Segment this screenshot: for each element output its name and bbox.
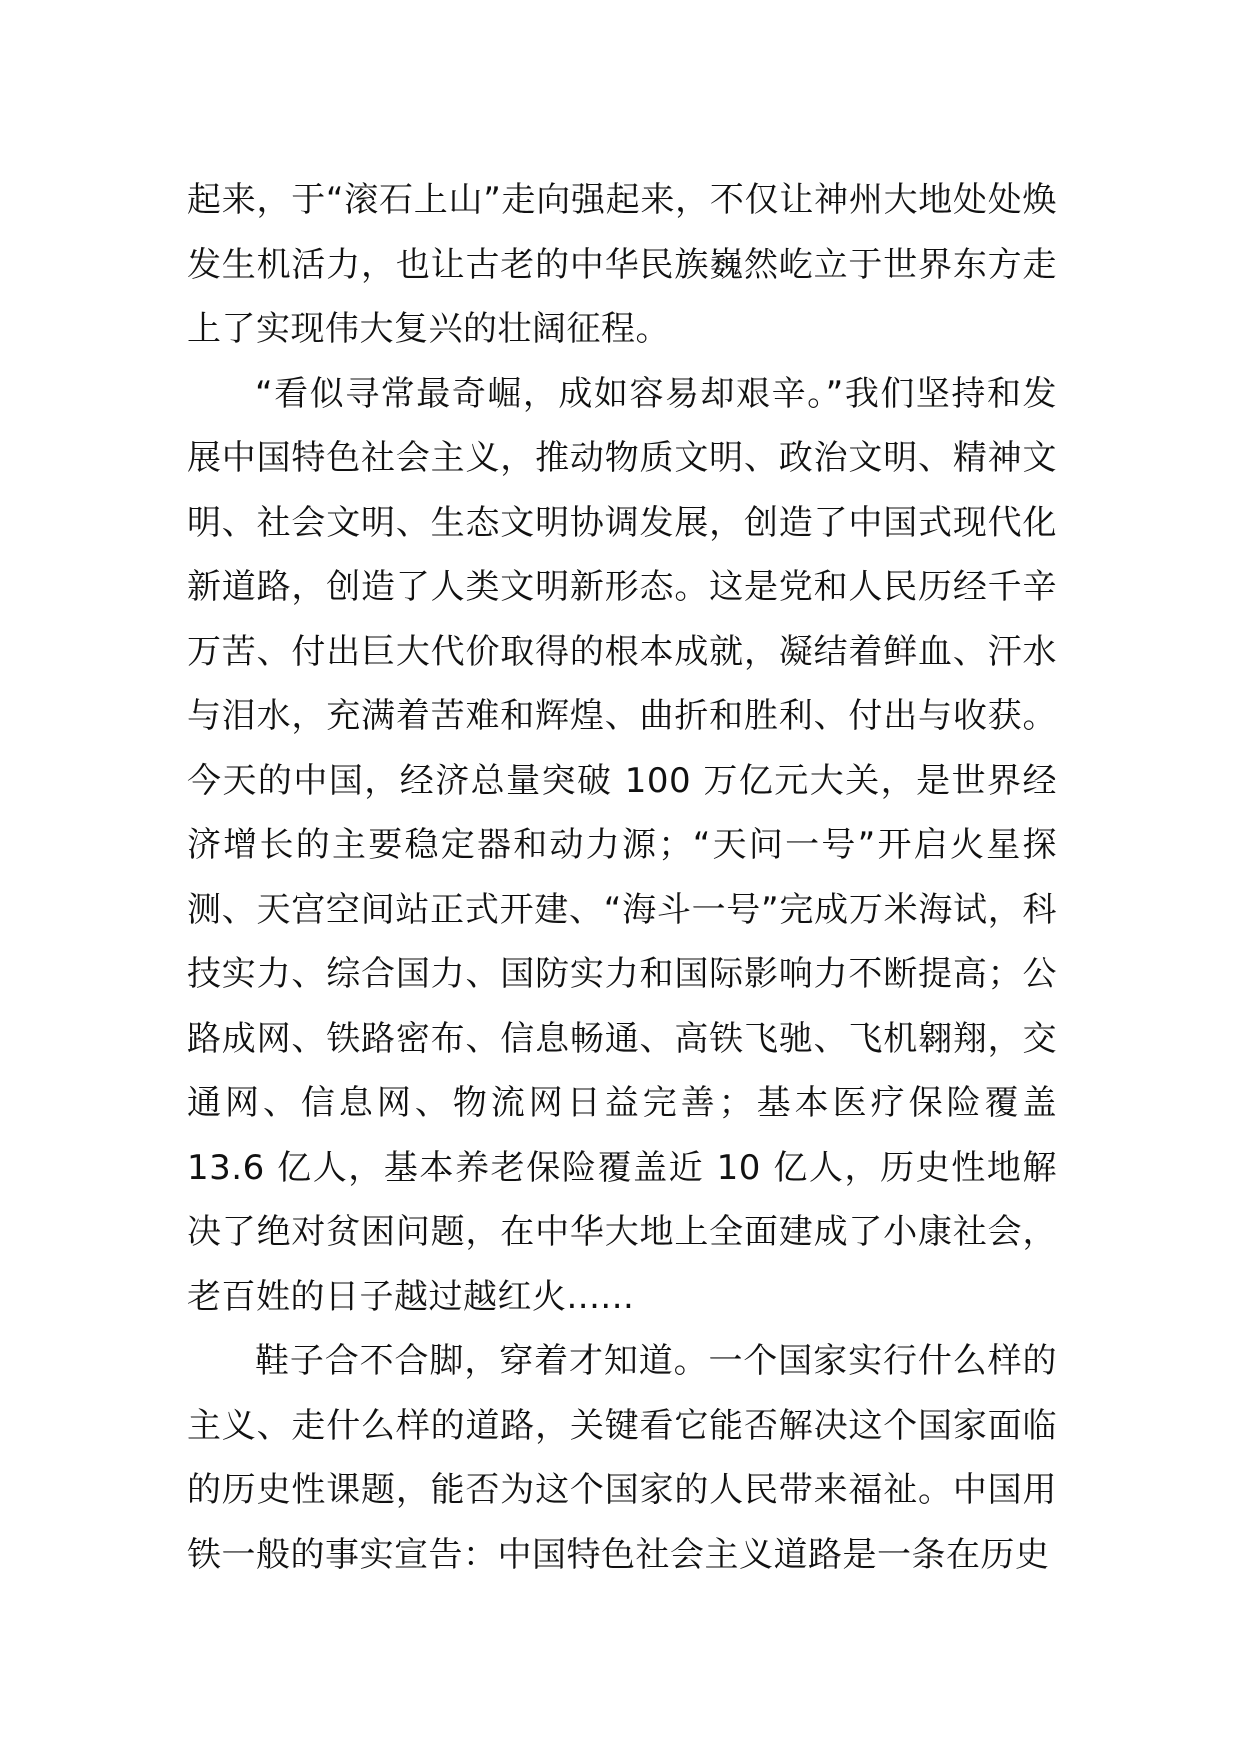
paragraph-continuation: 起来，于“滚石上山”走向强起来，不仅让神州大地处处焕发生机活力，也让古老的中华民族巍然屹立于世界东方走上了实现伟大复兴的壮阔征程。 bbox=[187, 180, 1057, 349]
paragraph-achievements: “看似寻常最奇崛，成如容易却艰辛。”我们坚持和发展中国特色社会主义，推动物质文明、政治文明、精神文明、社会文明、生态文明协调发展，创造了中国式现代化新道路，创造了人类文明新形态。这是党和人民历经千辛万苦、付出巨大代价取得的根本成就，凝结着鲜血、汗水与泪水，充满着苦难和辉煌、曲折和胜利、付出与收获。今天的中国，经济总量突破 100 万亿元大关，是世界经济增长的主要稳定器和动力源；“天问一号”开启火星探测、天宫空间站正式开建、“海斗一号”完成万米海试，科技实力、综合国力、国防实力和国际影响力不断提高；公路成网、铁路密布、信息畅通、高铁飞驰、飞机翱翔，交通网、信息网、物流网日益完善；基本医疗保险覆盖 13.6 亿人，基本养老保险覆盖近 10 亿人，历史性地解决了绝对贫困问题，在中华大地上全面建成了小康社会，老百姓的日子越过越红火...... bbox=[187, 373, 1057, 1317]
paragraph-path: 鞋子合不合脚，穿着才知道。一个国家实行什么样的主义、走什么样的道路，关键看它能否解决这个国家面临的历史性课题，能否为这个国家的人民带来福祉。中国用铁一般的事实宣告：中国特色社会主义道路是一条在历史 bbox=[187, 1341, 1057, 1575]
document-page bbox=[187, 168, 1057, 1587]
